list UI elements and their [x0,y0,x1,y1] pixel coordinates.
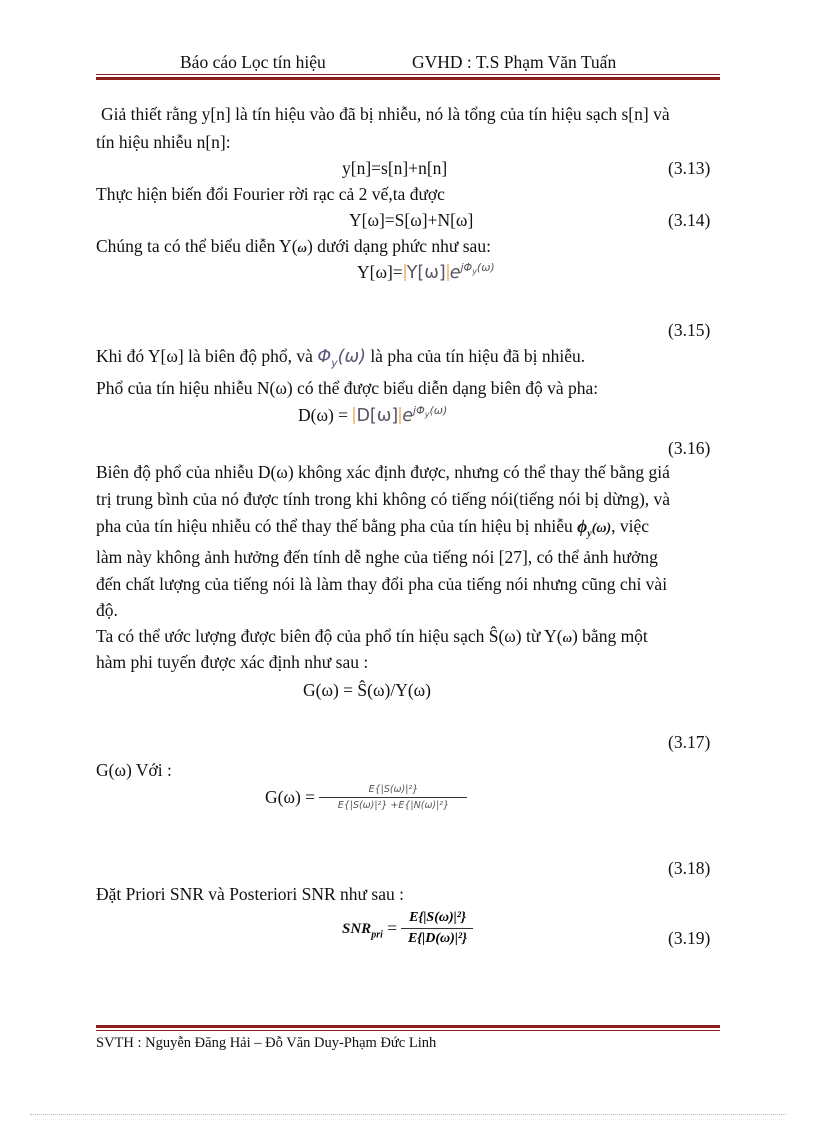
paragraph-line [96,516,649,540]
paragraph-line: hàm phi tuyến được xác định như sau : [96,652,369,672]
fraction [401,910,473,947]
paragraph-line: đến chất lượng của tiếng nói là làm thay đổi pha của tiếng nói nhưng cũng chỉ vài [96,574,668,594]
snr: SNR [342,920,372,937]
text-span: là pha của tín hiệu đã bị nhiễu. [370,346,586,366]
equation-3-18 [265,784,467,811]
numerator: E{|S(ω)|²} [409,910,466,925]
header-supervisor: GVHD : T.S Phạm Văn Tuấn [412,52,617,72]
header-report-title: Báo cáo Lọc tín hiệu [180,52,326,72]
text-span: Ta có thể ước lượng được biên độ của phổ tín hiệu sạch Ŝ(ω) từ Y( [96,626,563,646]
eq-exp-base: e [402,405,414,426]
phi: ϕ [577,516,588,536]
text-span: ) dưới dạng phức như sau: [306,236,491,256]
equation-number: (3.16) [668,438,711,458]
eq-magnitude: Y[ω] [406,262,446,283]
denominator: E{|S(ω)|²} +E{|N(ω)|²} [337,800,450,811]
paragraph-line: làm này không ảnh hưởng đến tính dễ nghe của tiếng nói [27], có thể ảnh hưởng [96,547,658,567]
header-rule [96,74,720,80]
footer-rule [96,1025,720,1031]
eq-lhs: G(ω) = [265,787,316,807]
phi-sub: y [331,356,338,370]
paragraph-line: Thực hiện biến đổi Fourier rời rạc cả 2 vế,ta được [96,184,445,204]
denominator: E{|D(ω)|²} [407,931,467,946]
text-span: , việc [611,516,650,536]
equals: = [387,918,398,938]
phi-symbol [317,347,366,370]
paragraph-line: Biên độ phổ của nhiễu D(ω) không xác định được, nhưng có thể thay thế bằng giá [96,462,670,482]
snr-sub: pri [371,929,383,941]
eq-lhs: Y[ω]= [357,261,403,282]
phi-arg: (ω) [591,521,612,536]
equation-number: (3.19) [668,928,711,948]
numerator: E{|S(ω)|²} [368,784,419,795]
equation-number: (3.13) [668,158,711,178]
phi: Φ [317,347,332,367]
exp-arg: (ω) [476,261,495,274]
phi-arg: (ω) [337,347,366,367]
omega-symbol: ω [562,630,572,645]
eq-magnitude: D[ω] [356,405,399,426]
phi-sub: y [587,528,592,540]
page-edge-divider [30,1114,786,1115]
snr-lhs [342,917,383,941]
paragraph-line: Phổ của tín hiệu nhiễu N(ω) có thể được biểu diễn dạng biên độ và pha: [96,378,599,398]
eq-exponent [460,261,495,277]
equation-3-15 [357,261,495,283]
phi-y-symbol [577,516,612,540]
equation-number: (3.17) [668,732,711,752]
page-header [96,52,720,76]
equation-number: (3.15) [668,320,711,340]
paragraph-line: tín hiệu nhiễu n[n]: [96,132,231,152]
paragraph-line [96,626,648,647]
paragraph-line [96,346,585,370]
equation-number: (3.18) [668,858,711,878]
exp-phi: jΦ [460,261,473,274]
eq-exp-base: e [449,262,461,283]
paragraph-line: G(ω) Với : [96,760,172,780]
paragraph-line [96,236,491,257]
equation-3-13: y[n]=s[n]+n[n] [342,158,448,178]
exp-sub: y [424,410,430,420]
paragraph-line: Đặt Priori SNR và Posteriori SNR như sau : [96,884,404,904]
eq-exponent [413,404,448,420]
paragraph-line: độ. [96,600,118,620]
text-span: Khi đó Y[ω] là biên độ phổ, và [96,346,313,366]
equation-3-14: Y[ω]=S[ω]+N[ω] [349,210,474,230]
text-span: Chúng ta có thể biểu diễn Y( [96,236,298,256]
text-span: pha của tín hiệu nhiễu có thể thay thế bằng pha của tín hiệu bị nhiễu [96,516,573,536]
page-footer: SVTH : Nguyễn Đăng Hải – Đỗ Văn Duy-Phạm Đức Linh [96,1035,437,1051]
exp-arg: (ω) [429,404,448,417]
omega-symbol: ω [297,240,307,255]
equation-number: (3.14) [668,210,711,230]
text-span: ) bằng một [571,626,648,646]
equation-3-16 [298,404,447,426]
paragraph-line: trị trung bình của nó được tính trong khi không có tiếng nói(tiếng nói bị dừng), và [96,489,671,509]
paragraph-line: Giả thiết rằng y[n] là tín hiệu vào đã bị nhiễu, nó là tổng của tín hiệu sạch s[n] và [101,104,670,124]
exp-sub: y [472,267,477,277]
fraction [319,784,467,811]
exp-phi: jΦ [413,404,425,417]
equation-3-19 [342,910,473,947]
eq-lhs: D(ω) = [298,404,349,425]
equation-3-17: G(ω) = Ŝ(ω)/Y(ω) [303,680,432,700]
